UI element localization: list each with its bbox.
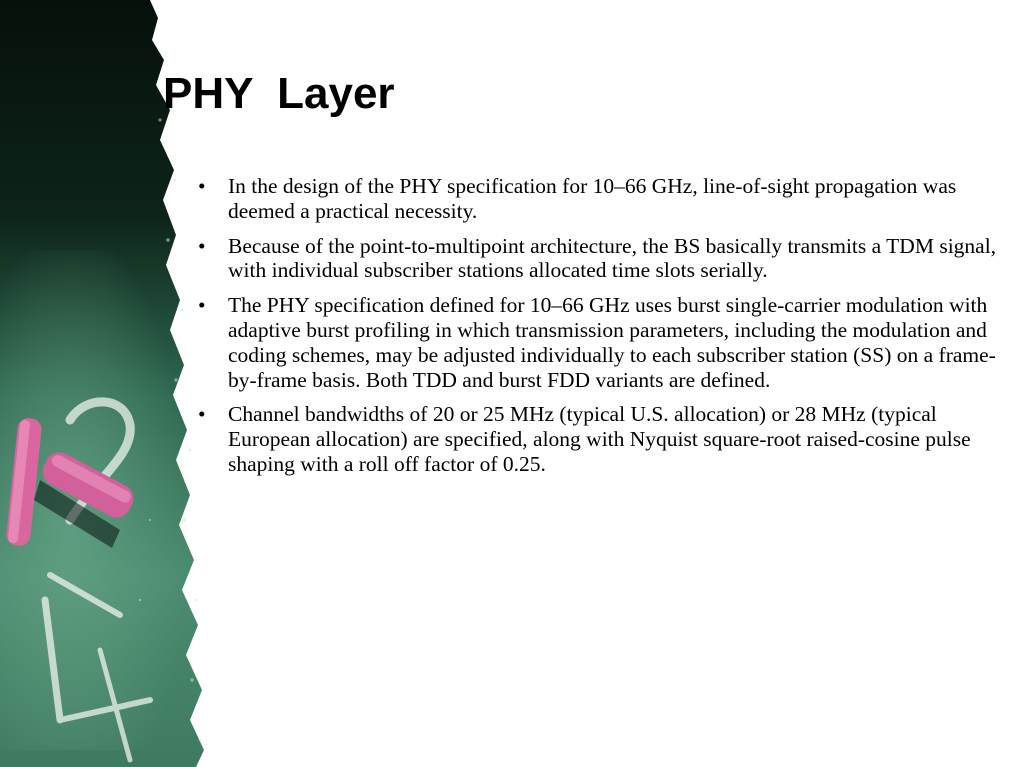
bullet-dot-icon: • — [198, 174, 206, 198]
slide-title: PHY Layer — [163, 69, 395, 118]
bullet-item — [198, 293, 998, 392]
bullet-text: In the design of the PHY specification for 10–66 GHz, line-of-sight propagation was deemed a practical necessity. — [228, 174, 957, 223]
bullet-dot-icon: • — [198, 293, 206, 318]
bullet-list — [198, 174, 998, 487]
bullet-text: Because of the point-to-multipoint architecture, the BS basically transmits a TDM signal, with individual subscriber stations allocated time slots serially. — [228, 233, 997, 283]
bullet-item — [198, 234, 998, 284]
bullet-text: The PHY specification defined for 10–66 GHz uses burst single-carrier modulation with adaptive burst profiling in which transmission parameters, including the modulation and coding schemes, may be adjusted individually to each subscriber station (SS) on a frame-by-frame basis. Both TDD and burst FDD variants are defined. — [228, 293, 996, 392]
bullet-dot-icon: • — [198, 402, 206, 427]
bullet-item — [198, 402, 998, 476]
bullet-text: Channel bandwidths of 20 or 25 MHz (typical U.S. allocation) or 28 MHz (typical European allocation) are specified, along with Nyquist square-root raised-cosine pulse shaping with a roll off factor of 0.25. — [228, 402, 971, 476]
bullet-dot-icon: • — [198, 233, 206, 258]
bullet-item — [198, 174, 998, 224]
